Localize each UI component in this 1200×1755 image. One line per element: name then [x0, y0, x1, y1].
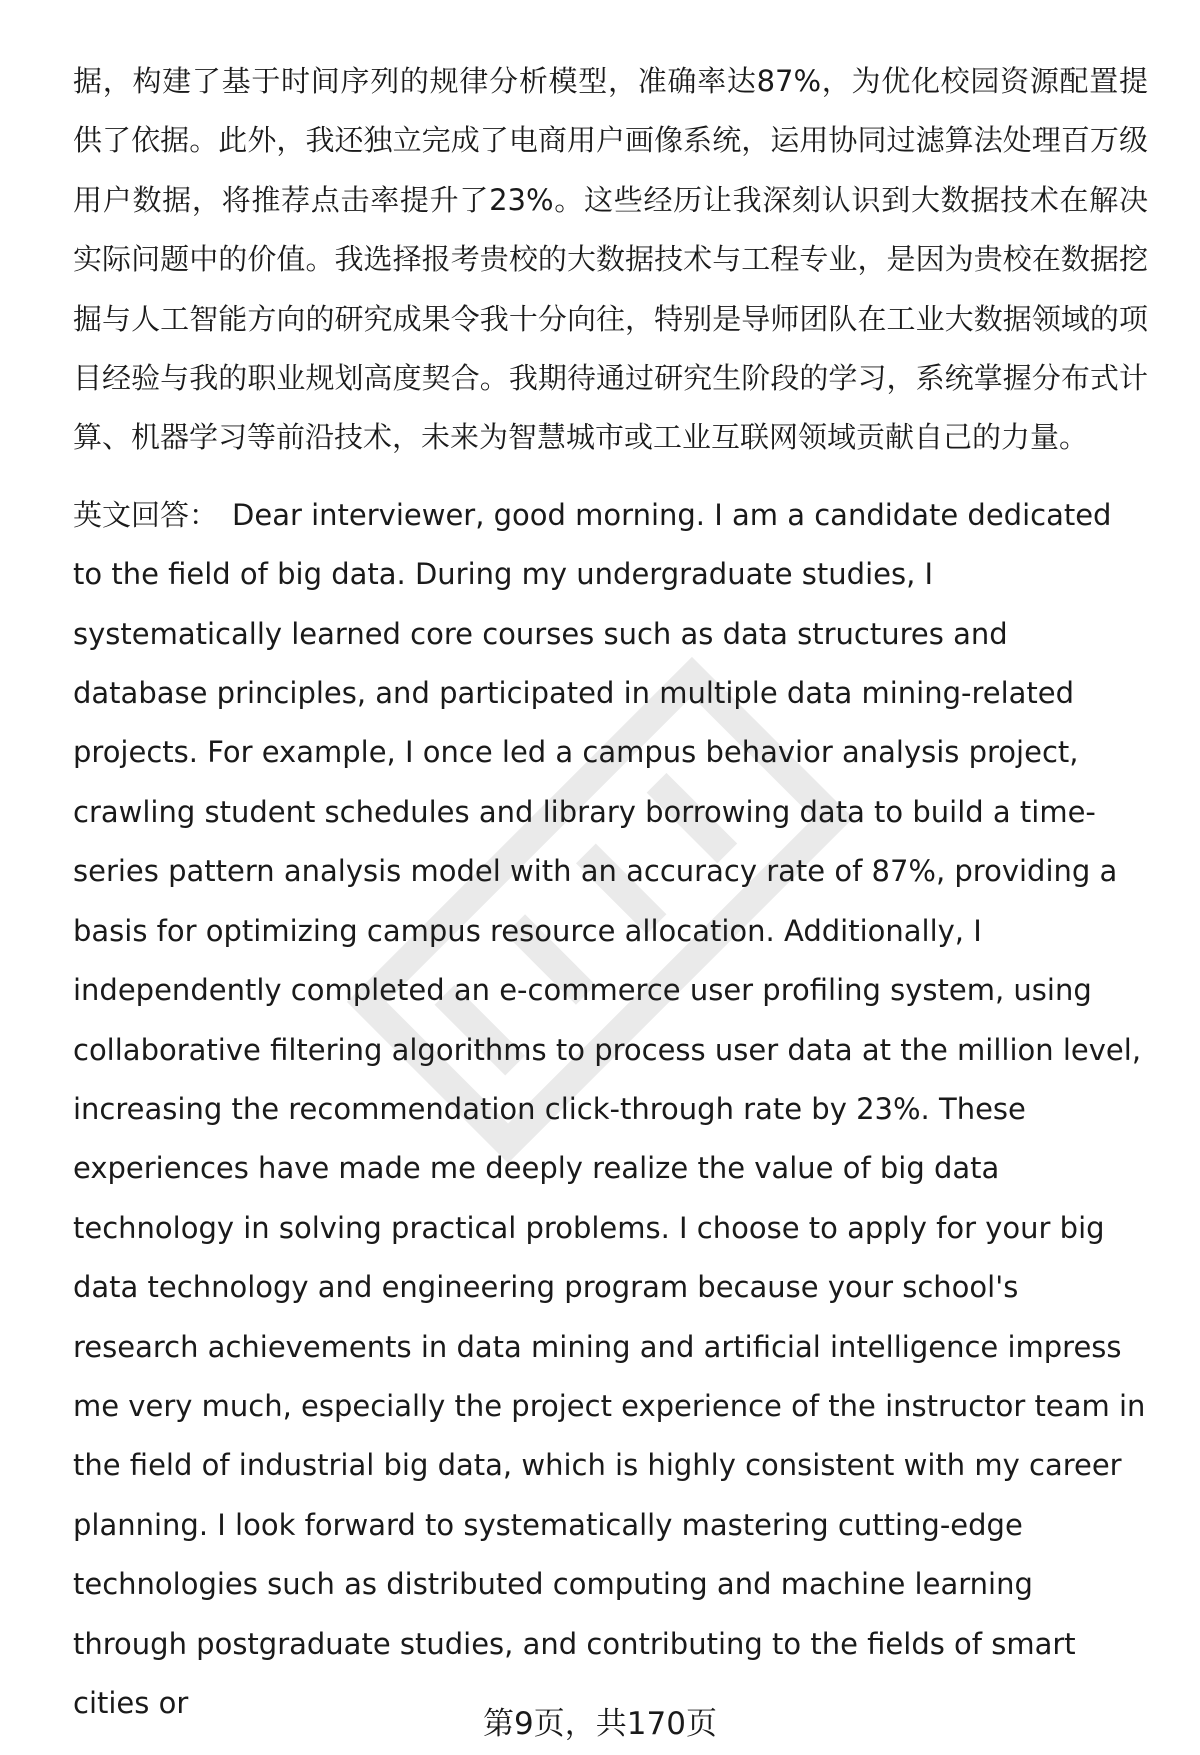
document-body: [73, 52, 1148, 1733]
english-answer-paragraph: [73, 486, 1148, 1734]
english-answer-label: 英文回答：: [73, 497, 219, 532]
page-number-footer: 第9页，共170页: [483, 1706, 717, 1742]
chinese-answer-paragraph: 据，构建了基于时间序列的规律分析模型，准确率达87%，为优化校园资源配置提供了依据。此外，我还独立完成了电商用户画像系统，运用协同过滤算法处理百万级用户数据，将推荐点击率提升了23%。这些经历让我深刻认识到大数据技术在解决实际问题中的价值。我选择报考贵校的大数据技术与工程专业，是因为贵校在数据挖掘与人工智能方向的研究成果令我十分向往，特别是导师团队在工业大数据领域的项目经验与我的职业规划高度契合。我期待通过研究生阶段的学习，系统掌握分布式计算、机器学习等前沿技术，未来为智慧城市或工业互联网领域贡献自己的力量。: [73, 64, 1148, 455]
english-answer-text: Dear interviewer, good morning. I am a candidate dedicated to the field of big data. During my undergraduate studies, I systematically learned core courses such as data structures and database principles, and participated in multiple data mining-related projects. For example, I once led a campus behavior analysis project, crawling student schedules and library borrowing data to build a time-series pattern analysis model with an accuracy rate of 87%, providing a basis for optimizing campus resource allocation. Additionally, I independently completed an e-commerce user profiling system, using collaborative filtering algorithms to process user data at the million level, increasing the recommendation click-through rate by 23%. These experiences have made me deeply realize the value of big data technology in solving practical problems. I choose to apply for your big data technology and engineering program because your school's research achievements in data mining and artificial intelligence impress me very much, especially the project experience of the instructor team in the field of industrial big data, which is highly consistent with my career planning. I look forward to systematically mastering cutting-edge technologies such as distributed computing and machine learning through postgraduate studies, and contributing to the fields of smart cities or: [73, 497, 1146, 1720]
